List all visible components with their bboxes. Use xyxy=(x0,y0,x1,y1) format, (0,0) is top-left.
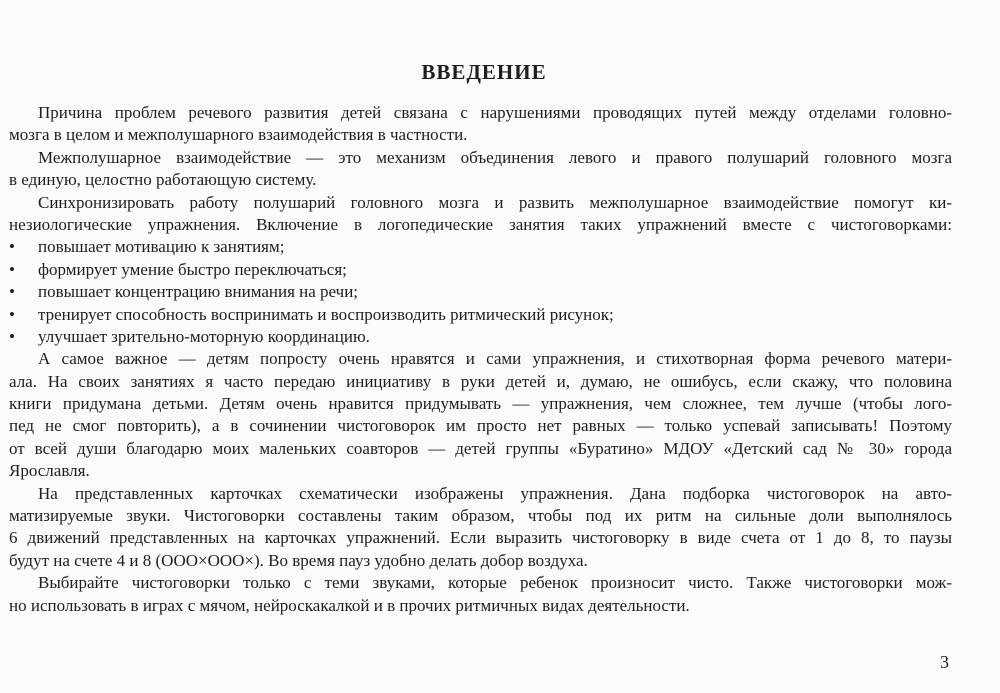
text-line: книги придумана детьми. Детям очень нравится придумывать — упражнения, чем сложнее, тем лучше (чтобы лого- xyxy=(9,394,952,414)
text-line: На представленных карточках схематически изображены упражнения. Дана подборка чистоговорок на авто- xyxy=(38,483,952,503)
bullet-item xyxy=(9,326,952,348)
text-line: Синхронизировать работу полушарий головного мозга и развить межполушарное взаимодействие помогут ки- xyxy=(38,192,952,212)
text-line: Межполушарное взаимодействие — это механизм объединения левого и правого полушарий головного мозга xyxy=(38,147,952,167)
text-line: от всей души благодарю моих маленьких соавторов — детей группы «Буратино» МДОУ «Детский сад № 30» города xyxy=(9,438,952,458)
text-line: пед не смог повторить), а в сочинении чистоговорок им просто нет равных — только успевай записывать! Поэтому xyxy=(9,416,952,436)
bullet-marker: • xyxy=(9,326,15,346)
bullet-text: формирует умение быстро переключаться; xyxy=(38,259,347,279)
text-line: Выбирайте чистоговорки только с теми звуками, которые ребенок произносит чисто. Также чистоговорки мож- xyxy=(38,573,952,593)
text-line: но использовать в играх с мячом, нейроскакалкой и в прочих ритмичных видах деятельности. xyxy=(9,595,690,615)
page-title: ВВЕДЕНИЕ xyxy=(421,60,547,84)
bullet-text: повышает концентрацию внимания на речи; xyxy=(38,282,359,302)
text-line: будут на счете 4 и 8 (ООО×ООО×). Во время пауз удобно делать добор воздуха. xyxy=(9,550,588,570)
text-line: 6 движений представленных на карточках упражнений. Если выразить чистоговорку в виде счета от 1 до 8, то паузы xyxy=(9,528,952,548)
body-text xyxy=(9,102,952,617)
text-line: Причина проблем речевого развития детей связана с нарушениями проводящих путей между отделами головно- xyxy=(38,103,952,122)
bullet-item xyxy=(9,259,952,281)
text-line: матизируемые звуки. Чистоговорки составлены таким образом, чтобы под их ритм на сильные доли выполнялось xyxy=(9,506,952,526)
text-line: незиологические упражнения. Включение в логопедические занятия таких упражнений вместе с чистоговорками: xyxy=(9,214,952,234)
bullet-marker: • xyxy=(9,304,15,324)
text-line: Ярославля. xyxy=(9,461,90,481)
text-line: в единую, целостно работающую систему. xyxy=(9,170,317,190)
bullet-item xyxy=(9,281,952,303)
text-line: мозга в целом и межполушарного взаимодействия в частности. xyxy=(9,125,468,145)
bullet-marker: • xyxy=(9,282,15,302)
page-number: 3 xyxy=(940,652,949,672)
bullet-text: повышает мотивацию к занятиям; xyxy=(38,237,285,257)
bullet-marker: • xyxy=(9,259,15,279)
bullet-item xyxy=(9,304,952,326)
text-line: ала. На своих занятиях я часто передаю инициативу в руки детей и, думаю, не ошибусь, если скажу, что половина xyxy=(9,371,952,391)
bullet-marker: • xyxy=(9,237,15,257)
bullet-text: тренирует способность воспринимать и воспроизводить ритмический рисунок; xyxy=(38,304,614,324)
text-line: А самое важное — детям попросту очень нравятся и сами упражнения, и стихотворная форма речевого матери- xyxy=(38,349,952,369)
bullet-text: улучшает зрительно-моторную координацию. xyxy=(38,326,370,346)
bullet-item xyxy=(9,236,952,258)
